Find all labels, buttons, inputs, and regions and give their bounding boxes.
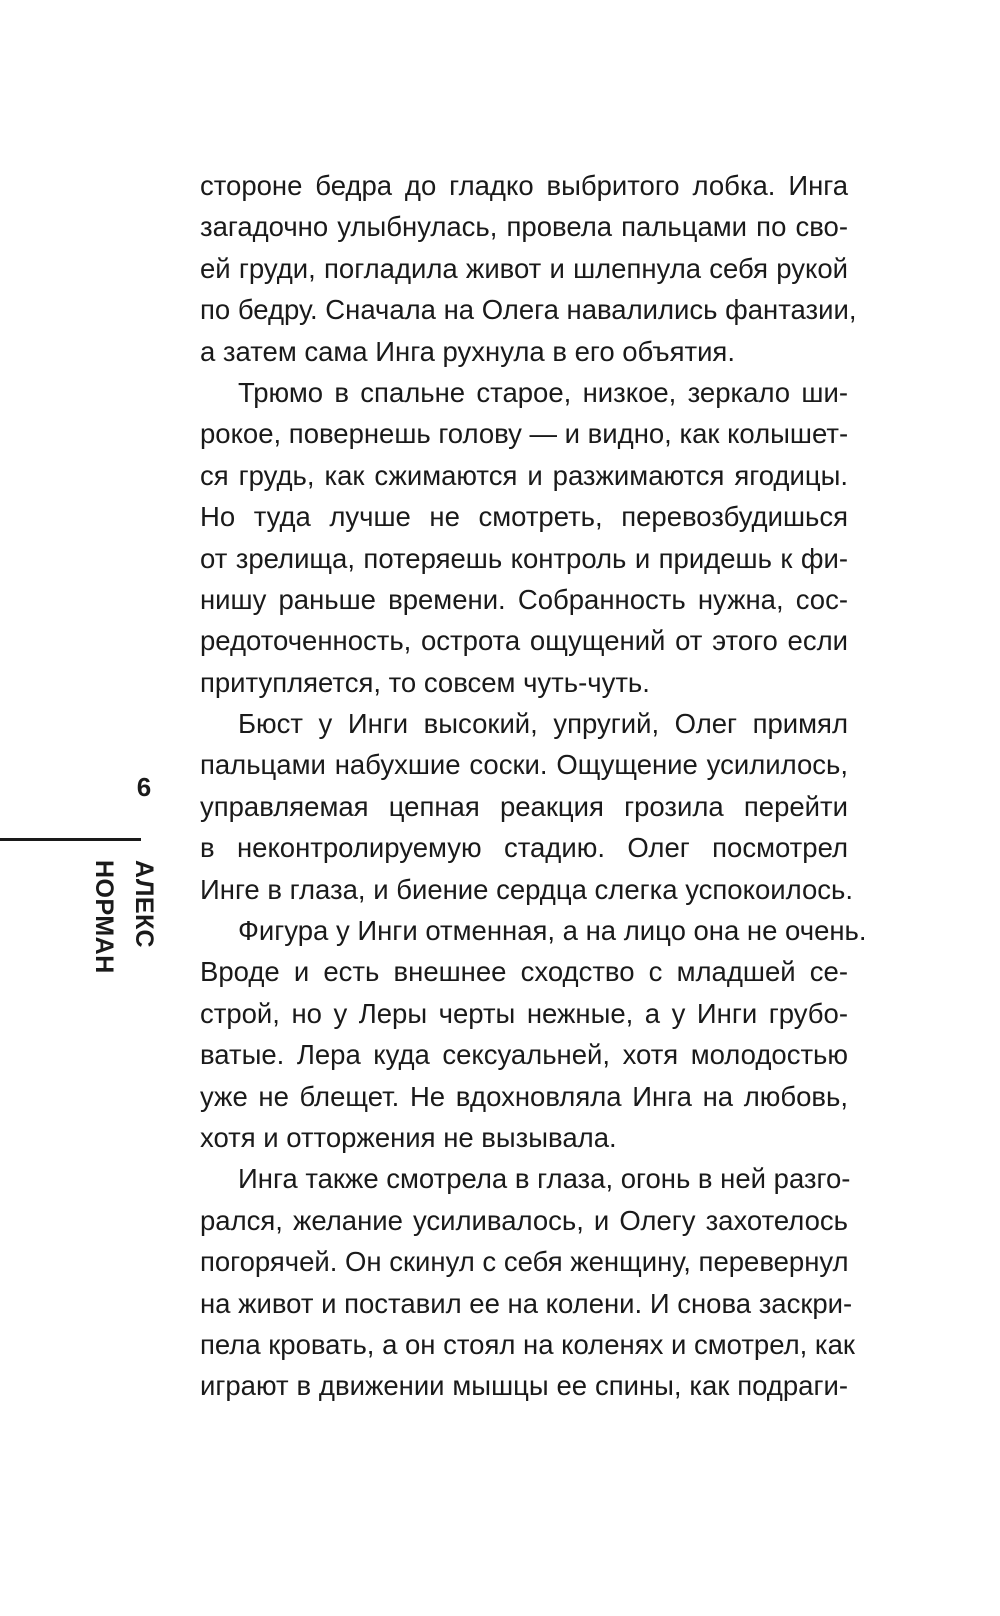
text-line: от зрелища, потеряешь контроль и придешь к фи- bbox=[200, 542, 848, 574]
text-line: Трюмо в спальне старое, низкое, зеркало ши- bbox=[238, 376, 848, 408]
text-line: стороне бедра до гладко выбритого лобка. Инга bbox=[200, 170, 848, 201]
text-line: редоточенность, острота ощущений от этого если bbox=[200, 625, 848, 657]
text-line: хотя и отторжения не вызывала. bbox=[200, 1121, 617, 1153]
page-number: 6 bbox=[136, 772, 152, 802]
text-line: ей груди, погладила живот и шлепнула себя рукой bbox=[200, 252, 848, 284]
body-text bbox=[200, 165, 867, 1407]
text-line: ватые. Лера куда сексуальней, хотя молодостью bbox=[200, 1039, 848, 1071]
text-line: пела кровать, а он стоял на коленях и смотрел, как bbox=[200, 1328, 855, 1360]
text-line: уже не блещет. Не вдохновляла Инга на любовь, bbox=[200, 1080, 848, 1112]
text-line: притупляется, то совсем чуть-чуть. bbox=[200, 666, 650, 698]
text-line: Но туда лучше не смотреть, перевозбудишься bbox=[200, 501, 848, 533]
margin-rule bbox=[0, 838, 141, 841]
text-line: рокое, повернешь голову — и видно, как колышет- bbox=[200, 418, 849, 450]
text-line: пальцами набухшие соски. Ощущение усилилось, bbox=[200, 749, 848, 781]
text-line: Инга также смотрела в глаза, огонь в ней разго- bbox=[238, 1163, 851, 1195]
text-line: по бедру. Сначала на Олега навалились фантазии, bbox=[200, 294, 857, 326]
text-line: играют в движении мышцы ее спины, как подраги- bbox=[200, 1370, 848, 1402]
text-line: в неконтролируемую стадию. Олег посмотрел bbox=[200, 832, 848, 864]
text-line: Фигура у Инги отменная, а на лицо она не очень. bbox=[238, 915, 867, 947]
text-line: Бюст у Инги высокий, упругий, Олег примял bbox=[238, 708, 848, 740]
running-author-name: АЛЕКС НОРМАН bbox=[90, 860, 158, 974]
text-line: погорячей. Он скинул с себя женщину, перевернул bbox=[200, 1246, 849, 1278]
text-line: Инге в глаза, и биение сердца слегка успокоилось. bbox=[200, 873, 853, 905]
text-line: строй, но у Леры черты нежные, а у Инги грубо- bbox=[200, 997, 848, 1029]
text-line: на живот и поставил ее на колени. И снова заскри- bbox=[200, 1287, 853, 1319]
text-line: нишу раньше времени. Собранность нужна, сос- bbox=[200, 583, 848, 615]
text-line: рался, желание усиливалось, и Олегу захотелось bbox=[200, 1204, 848, 1236]
text-line: загадочно улыбнулась, провела пальцами по сво- bbox=[200, 211, 848, 243]
text-line: а затем сама Инга рухнула в его объятия. bbox=[200, 335, 735, 367]
text-line: ся грудь, как сжимаются и разжимаются ягодицы. bbox=[200, 459, 848, 491]
text-line: Вроде и есть внешнее сходство с младшей се- bbox=[200, 956, 848, 988]
text-line: управляемая цепная реакция грозила перейти bbox=[200, 790, 848, 822]
